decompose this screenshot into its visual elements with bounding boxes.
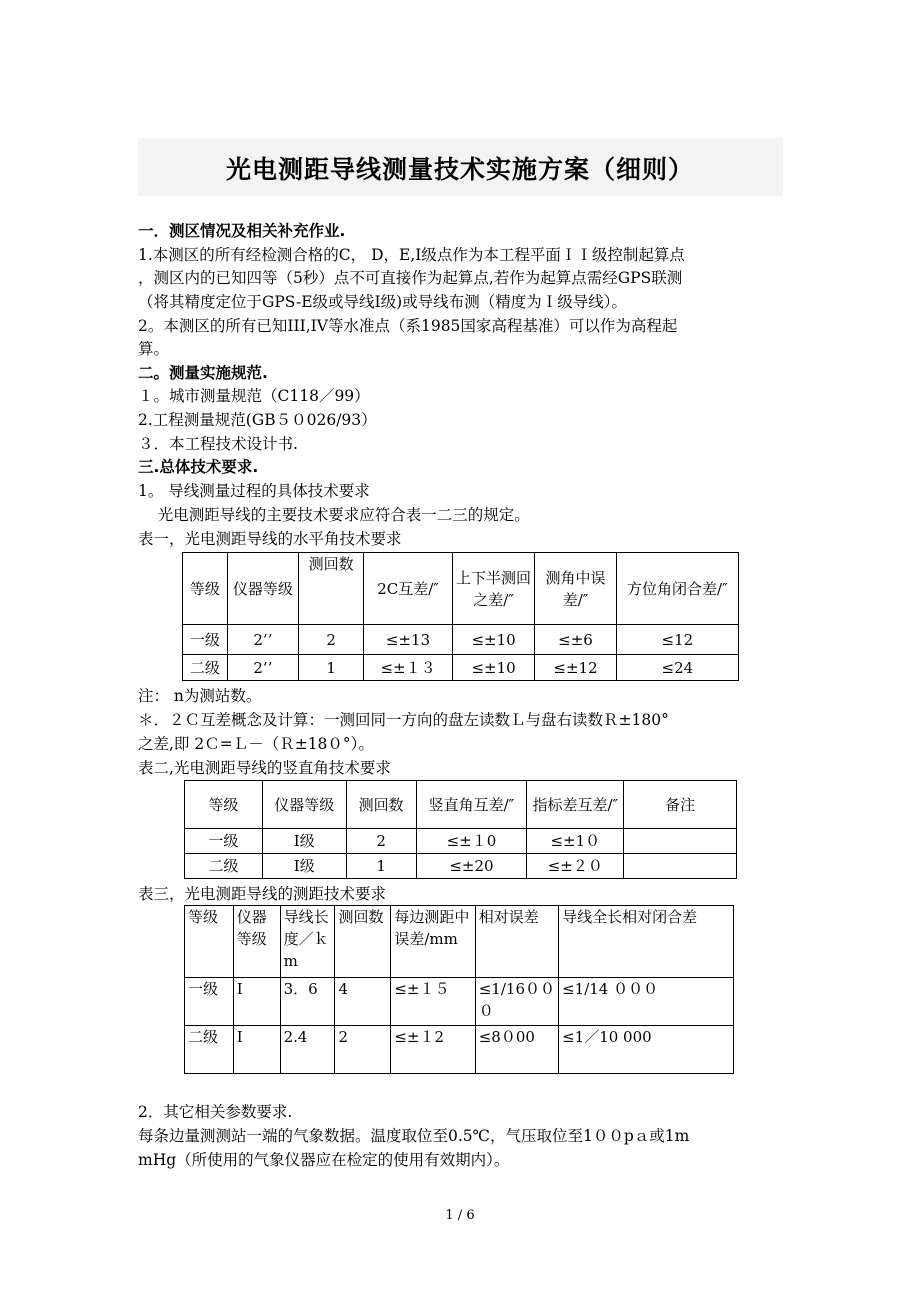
table-1-caption: 表一，光电测距导线的水平角技术要求 [138, 530, 402, 548]
table-header-cell: 仪器等级 [233, 906, 280, 978]
table-cell: 二级 [183, 655, 228, 681]
note-line: 之差,即 2Ｃ=Ｌ－（Ｒ±18０°）。 [138, 735, 374, 753]
table-header-cell: 备注 [624, 781, 737, 829]
table-3-caption: 表三，光电测距导线的测距技术要求 [138, 885, 387, 903]
table-cell: ≤±１0 [416, 829, 527, 854]
table-row [183, 625, 739, 655]
section-heading: 2．其它相关参数要求. [138, 1103, 293, 1121]
table-cell: ≤±10 [452, 655, 534, 681]
table-cell: ≤±1０ [527, 829, 624, 854]
note-line: ＊．２Ｃ互差概念及计算：一测回同一方向的盘左读数Ｌ与盘右读数Ｒ±180° [138, 711, 669, 729]
section-2-heading: 二。测量实施规范. [138, 364, 268, 382]
table-header-cell: 方位角闭合差/″ [616, 553, 738, 625]
paragraph-line: 2。本测区的所有已知III,IV等水准点（系1985国家高程基准）可以作为高程起 [138, 317, 678, 335]
table-cell: ≤±１2 [391, 1026, 475, 1074]
table-header-cell: 竖直角互差/″ [416, 781, 527, 829]
section-1-heading: 一．测区情况及相关补充作业. [138, 222, 346, 240]
paragraph-line: 算。 [138, 340, 170, 358]
section-3-heading: 三.总体技术要求. [138, 458, 259, 476]
table-2 [184, 780, 737, 879]
table-cell: ≤1/16０００ [475, 978, 558, 1026]
page-number: 1 / 6 [445, 1208, 475, 1223]
table-cell: I级 [262, 829, 346, 854]
table-3 [184, 905, 734, 1074]
list-item: ３．本工程技术设计书. [138, 435, 298, 453]
table-row [183, 655, 739, 681]
table-row [185, 1026, 734, 1074]
document-title: 光电测距导线测量技术实施方案（细则） [225, 155, 694, 184]
table-cell: ≤12 [616, 625, 738, 655]
paragraph-line: 光电测距导线的主要技术要求应符合表一二三的规定。 [138, 506, 530, 524]
table-row [185, 854, 737, 879]
table-header-cell: 指标差互差/″ [527, 781, 624, 829]
table-cell: 2’’ [227, 655, 298, 681]
table-header-cell: 等级 [185, 906, 234, 978]
list-item: 2.工程测量规范(GB５０026/93） [138, 411, 377, 429]
table-header-cell: 测回数 [346, 781, 416, 829]
table-header-cell: 导线全长相对闭合差 [559, 906, 734, 978]
table-cell: ≤±6 [535, 625, 616, 655]
paragraph-line: 每条边量测测站一端的气象数据。温度取位至0.5℃，气压取位至1００pａ或1m [138, 1127, 690, 1145]
table-2-caption: 表二,光电测距导线的竖直角技术要求 [138, 759, 391, 777]
table-cell: 2’’ [227, 625, 298, 655]
note-line: 注： n为测站数。 [138, 687, 262, 705]
table-cell: ≤24 [616, 655, 738, 681]
table-header-cell: 仪器等级 [227, 553, 298, 625]
table-cell: 一级 [185, 978, 234, 1026]
table-cell: 一级 [183, 625, 228, 655]
paragraph-line: （将其精度定位于GPS-E级或导线I级)或导线布测（精度为Ｉ级导线）。 [138, 293, 627, 311]
list-item: １。城市测量规范（C118／99） [138, 387, 370, 405]
table-cell: 1 [346, 854, 416, 879]
table-cell [624, 829, 737, 854]
paragraph-line: ，测区内的已知四等（5秒）点不可直接作为起算点,若作为起算点需经GPS联测 [138, 269, 683, 287]
paragraph-line: 1.本测区的所有经检测合格的C， D，E,I级点作为本工程平面ＩＩ级控制起算点 [138, 246, 685, 264]
table-row [185, 978, 734, 1026]
table-header-cell: 等级 [185, 781, 263, 829]
table-cell: 3．6 [280, 978, 335, 1026]
table-header-cell: 仪器等级 [262, 781, 346, 829]
table-header-cell: 等级 [183, 553, 228, 625]
paragraph-line: mHg（所使用的气象仪器应在检定的使用有效期内）。 [138, 1151, 510, 1169]
table-cell: I [233, 1026, 280, 1074]
table-row [185, 829, 737, 854]
table-cell: ≤1／10 000 [559, 1026, 734, 1074]
table-header-cell: 测角中误差/″ [535, 553, 616, 625]
table-cell: 2.4 [280, 1026, 335, 1074]
table-cell: ≤8０00 [475, 1026, 558, 1074]
table-header-cell: 上下半测回之差/″ [452, 553, 534, 625]
table-cell: ≤±２０ [527, 854, 624, 879]
table-cell [624, 854, 737, 879]
subsection-heading: 1。 导线测量过程的具体技术要求 [138, 482, 370, 500]
table-header-cell: 测回数 [335, 906, 391, 978]
table-cell: ≤±12 [535, 655, 616, 681]
table-cell: ≤±１５ [391, 978, 475, 1026]
table-cell: I级 [262, 854, 346, 879]
table-header-cell: 2C互差/″ [364, 553, 453, 625]
table-header-cell: 相对误差 [475, 906, 558, 978]
table-cell: 二级 [185, 854, 263, 879]
table-cell: ≤±10 [452, 625, 534, 655]
table-cell: 2 [299, 625, 364, 655]
table-cell: ≤±１３ [364, 655, 453, 681]
table-cell: 二级 [185, 1026, 234, 1074]
table-cell: ≤±20 [416, 854, 527, 879]
table-cell: ≤±13 [364, 625, 453, 655]
table-cell: 一级 [185, 829, 263, 854]
table-cell: 2 [335, 1026, 391, 1074]
table-header-cell: 每边测距中误差/mm [391, 906, 475, 978]
table-header-cell: 导线长度／ｋm [280, 906, 335, 978]
table-cell: 1 [299, 655, 364, 681]
table-cell: 4 [335, 978, 391, 1026]
table-1 [182, 552, 739, 681]
table-cell: I [233, 978, 280, 1026]
table-cell: ≤1/14 ０００ [559, 978, 734, 1026]
table-cell: 2 [346, 829, 416, 854]
table-header-cell: 测回数 [299, 553, 364, 625]
